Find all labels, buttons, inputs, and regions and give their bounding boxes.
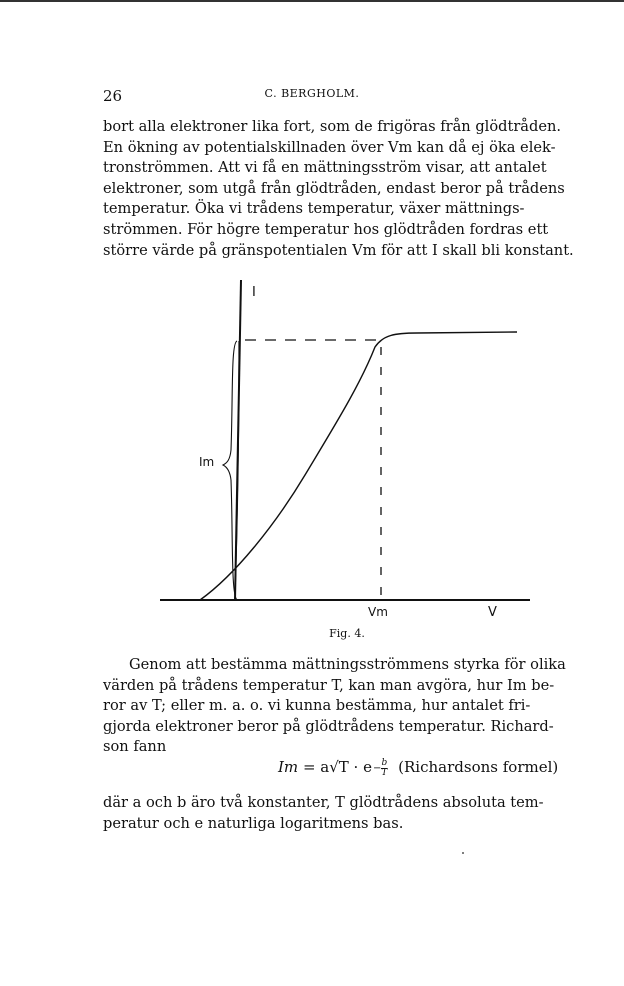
- exponent-numerator: b: [381, 757, 388, 768]
- text-line: gjorda elektroner beror på glödtrådens temperatur. Richard-: [103, 717, 554, 735]
- page-number: 26: [103, 87, 123, 105]
- figure-4-diagram: [155, 275, 535, 625]
- text-line: större värde på gränspotentialen Vm för att I skall bli konstant.: [103, 241, 574, 259]
- paragraph-1: [103, 117, 585, 261]
- text-line: strömmen. För högre temperatur hos glödtråden fordras ett: [103, 220, 549, 238]
- figure-4: [155, 275, 535, 625]
- figure-caption: Fig. 4.: [329, 627, 365, 640]
- text-line: tronströmmen. Att vi få en mättningsström visar, att antalet: [103, 159, 547, 177]
- text-line: Genom att bestämma mättningsströmmens styrka för olika: [129, 656, 566, 673]
- exponent-denominator: T: [381, 767, 388, 778]
- text-line: där a och b äro två konstanter, T glödtrådens absoluta tem-: [103, 794, 544, 811]
- richardson-formula: [278, 758, 558, 778]
- formula-rhs: = a√T · e: [302, 758, 372, 776]
- x-axis-label: V: [488, 605, 497, 620]
- specks: [462, 852, 464, 854]
- running-head: C. BERGHOLM.: [264, 87, 360, 100]
- text-line: elektroner, som utgå från glödtråden, endast beror på trådens: [103, 179, 565, 197]
- vm-label: Vm: [368, 605, 388, 619]
- y-axis-label: I: [252, 285, 256, 300]
- text-line: värden på trådens temperatur T, kan man avgöra, hur Im be-: [103, 676, 555, 694]
- brace-label: Im: [199, 455, 215, 469]
- text-line: son fann: [103, 738, 167, 756]
- formula-note: (Richardsons formel): [398, 758, 559, 776]
- text-line: En ökning av potentialskillnaden över Vm kan då ej öka elek-: [103, 138, 556, 156]
- formula-exponent: − $\frac{b}{T}$: [372, 757, 388, 778]
- paragraph-2: [103, 655, 585, 758]
- text-line: peratur och e naturliga logaritmens bas.: [103, 814, 404, 832]
- paragraph-3: [103, 793, 585, 834]
- formula-lhs: Im: [278, 758, 299, 776]
- text-line: ror av T; eller m. a. o. vi kunna bestämma, hur antalet fri-: [103, 697, 531, 715]
- current-curve: [200, 332, 517, 600]
- text-line: temperatur. Öka vi trådens temperatur, växer mättnings-: [103, 200, 525, 218]
- page-top-rule: [0, 0, 624, 2]
- text-line: bort alla elektroner lika fort, som de frigöras från glödtråden.: [103, 118, 562, 135]
